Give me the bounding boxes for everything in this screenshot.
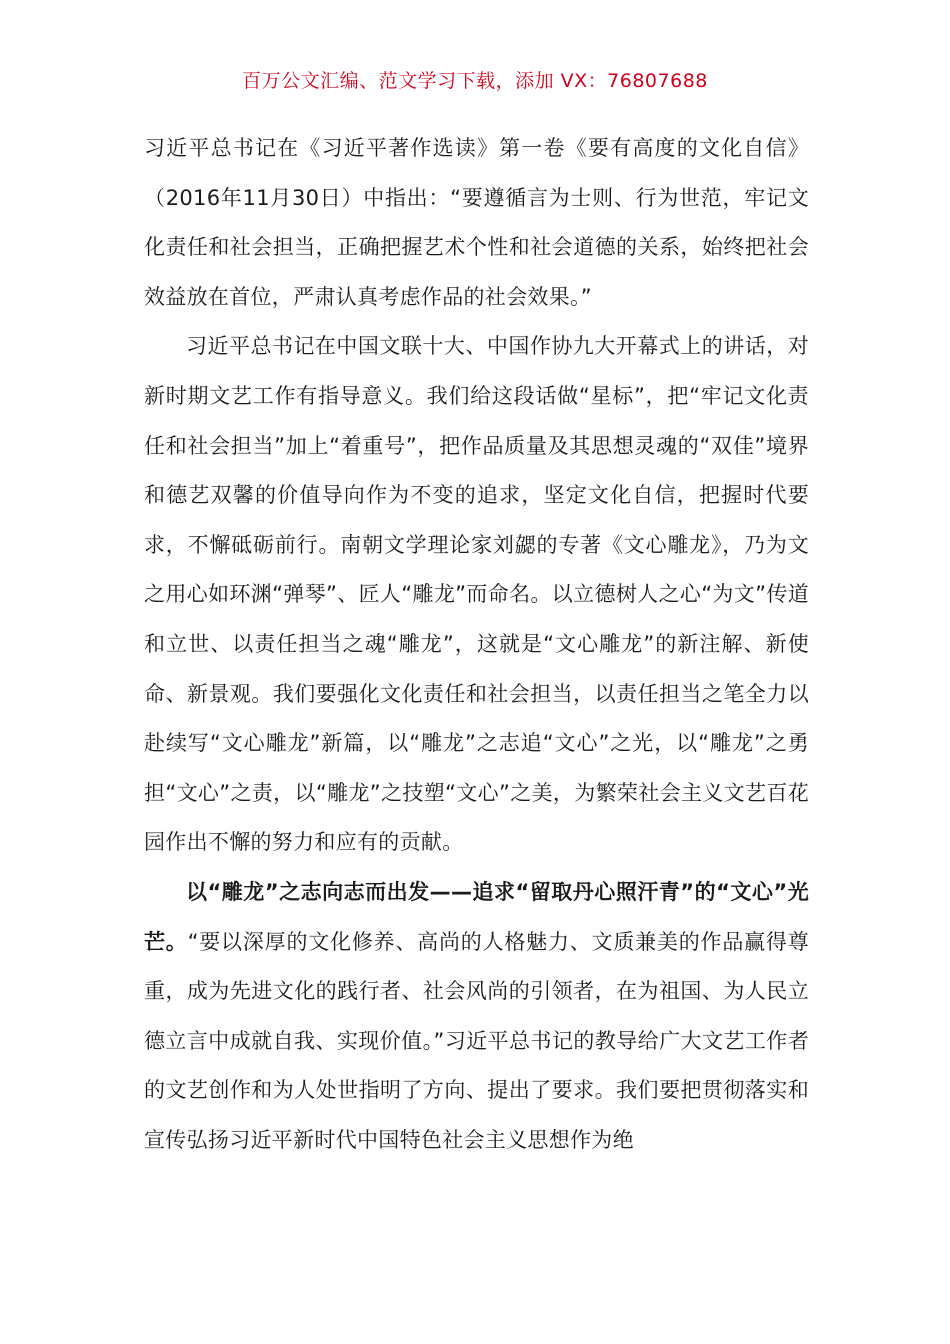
page-header-watermark: 百万公文汇编、范文学习下载，添加 VX：76807688 bbox=[242, 70, 708, 92]
paragraph-3-text: “要以深厚的文化修养、高尚的人格魅力、文质兼美的作品赢得尊重，成为先进文化的践行者、社会风尚的引领者，在为祖国、为人民立德立言中成就自我、实现价值。”习近平总书记的教导给广大文艺工作者的文艺创作和为人处世指明了方向、提出了要求。我们要把贯彻落实和宣传弘扬习近平新时代中国特色社会主义思想作为绝 bbox=[144, 929, 809, 1152]
paragraph-2: 习近平总书记在中国文联十大、中国作协九大开幕式上的讲话，对新时期文艺工作有指导意义。我们给这段话做“星标”，把“牢记文化责任和社会担当”加上“着重号”，把作品质量及其思想灵魂的“双佳”境界和德艺双馨的价值导向作为不变的追求，坚定文化自信，把握时代要求，不懈砥砺前行。南朝文学理论家刘勰的专著《文心雕龙》，乃为文之用心如环渊“弹琴”、匠人“雕龙”而命名。以立德树人之心“为文”传道和立世、以责任担当之魂“雕龙”，这就是“文心雕龙”的新注解、新使命、新景观。我们要强化文化责任和社会担当，以责任担当之笔全力以赴续写“文心雕龙”新篇，以“雕龙”之志追“文心”之光，以“雕龙”之勇担“文心”之责，以“雕龙”之技塑“文心”之美，为繁荣社会主义文艺百花园作出不懈的努力和应有的贡献。 bbox=[144, 334, 809, 855]
paragraph-3 bbox=[144, 868, 809, 1166]
paragraph-1: 习近平总书记在《习近平著作选读》第一卷《要有高度的文化自信》（2016年11月30日）中指出：“要遵循言为士则、行为世范，牢记文化责任和社会担当，正确把握艺术个性和社会道德的关系，始终把社会效益放在首位，严肃认真考虑作品的社会效果。” bbox=[144, 136, 809, 309]
document-body bbox=[144, 124, 809, 1165]
section-heading: 以“雕龙”之志向志而出发——追求“留取丹心照汗青”的“文心”光芒。 bbox=[144, 879, 809, 954]
